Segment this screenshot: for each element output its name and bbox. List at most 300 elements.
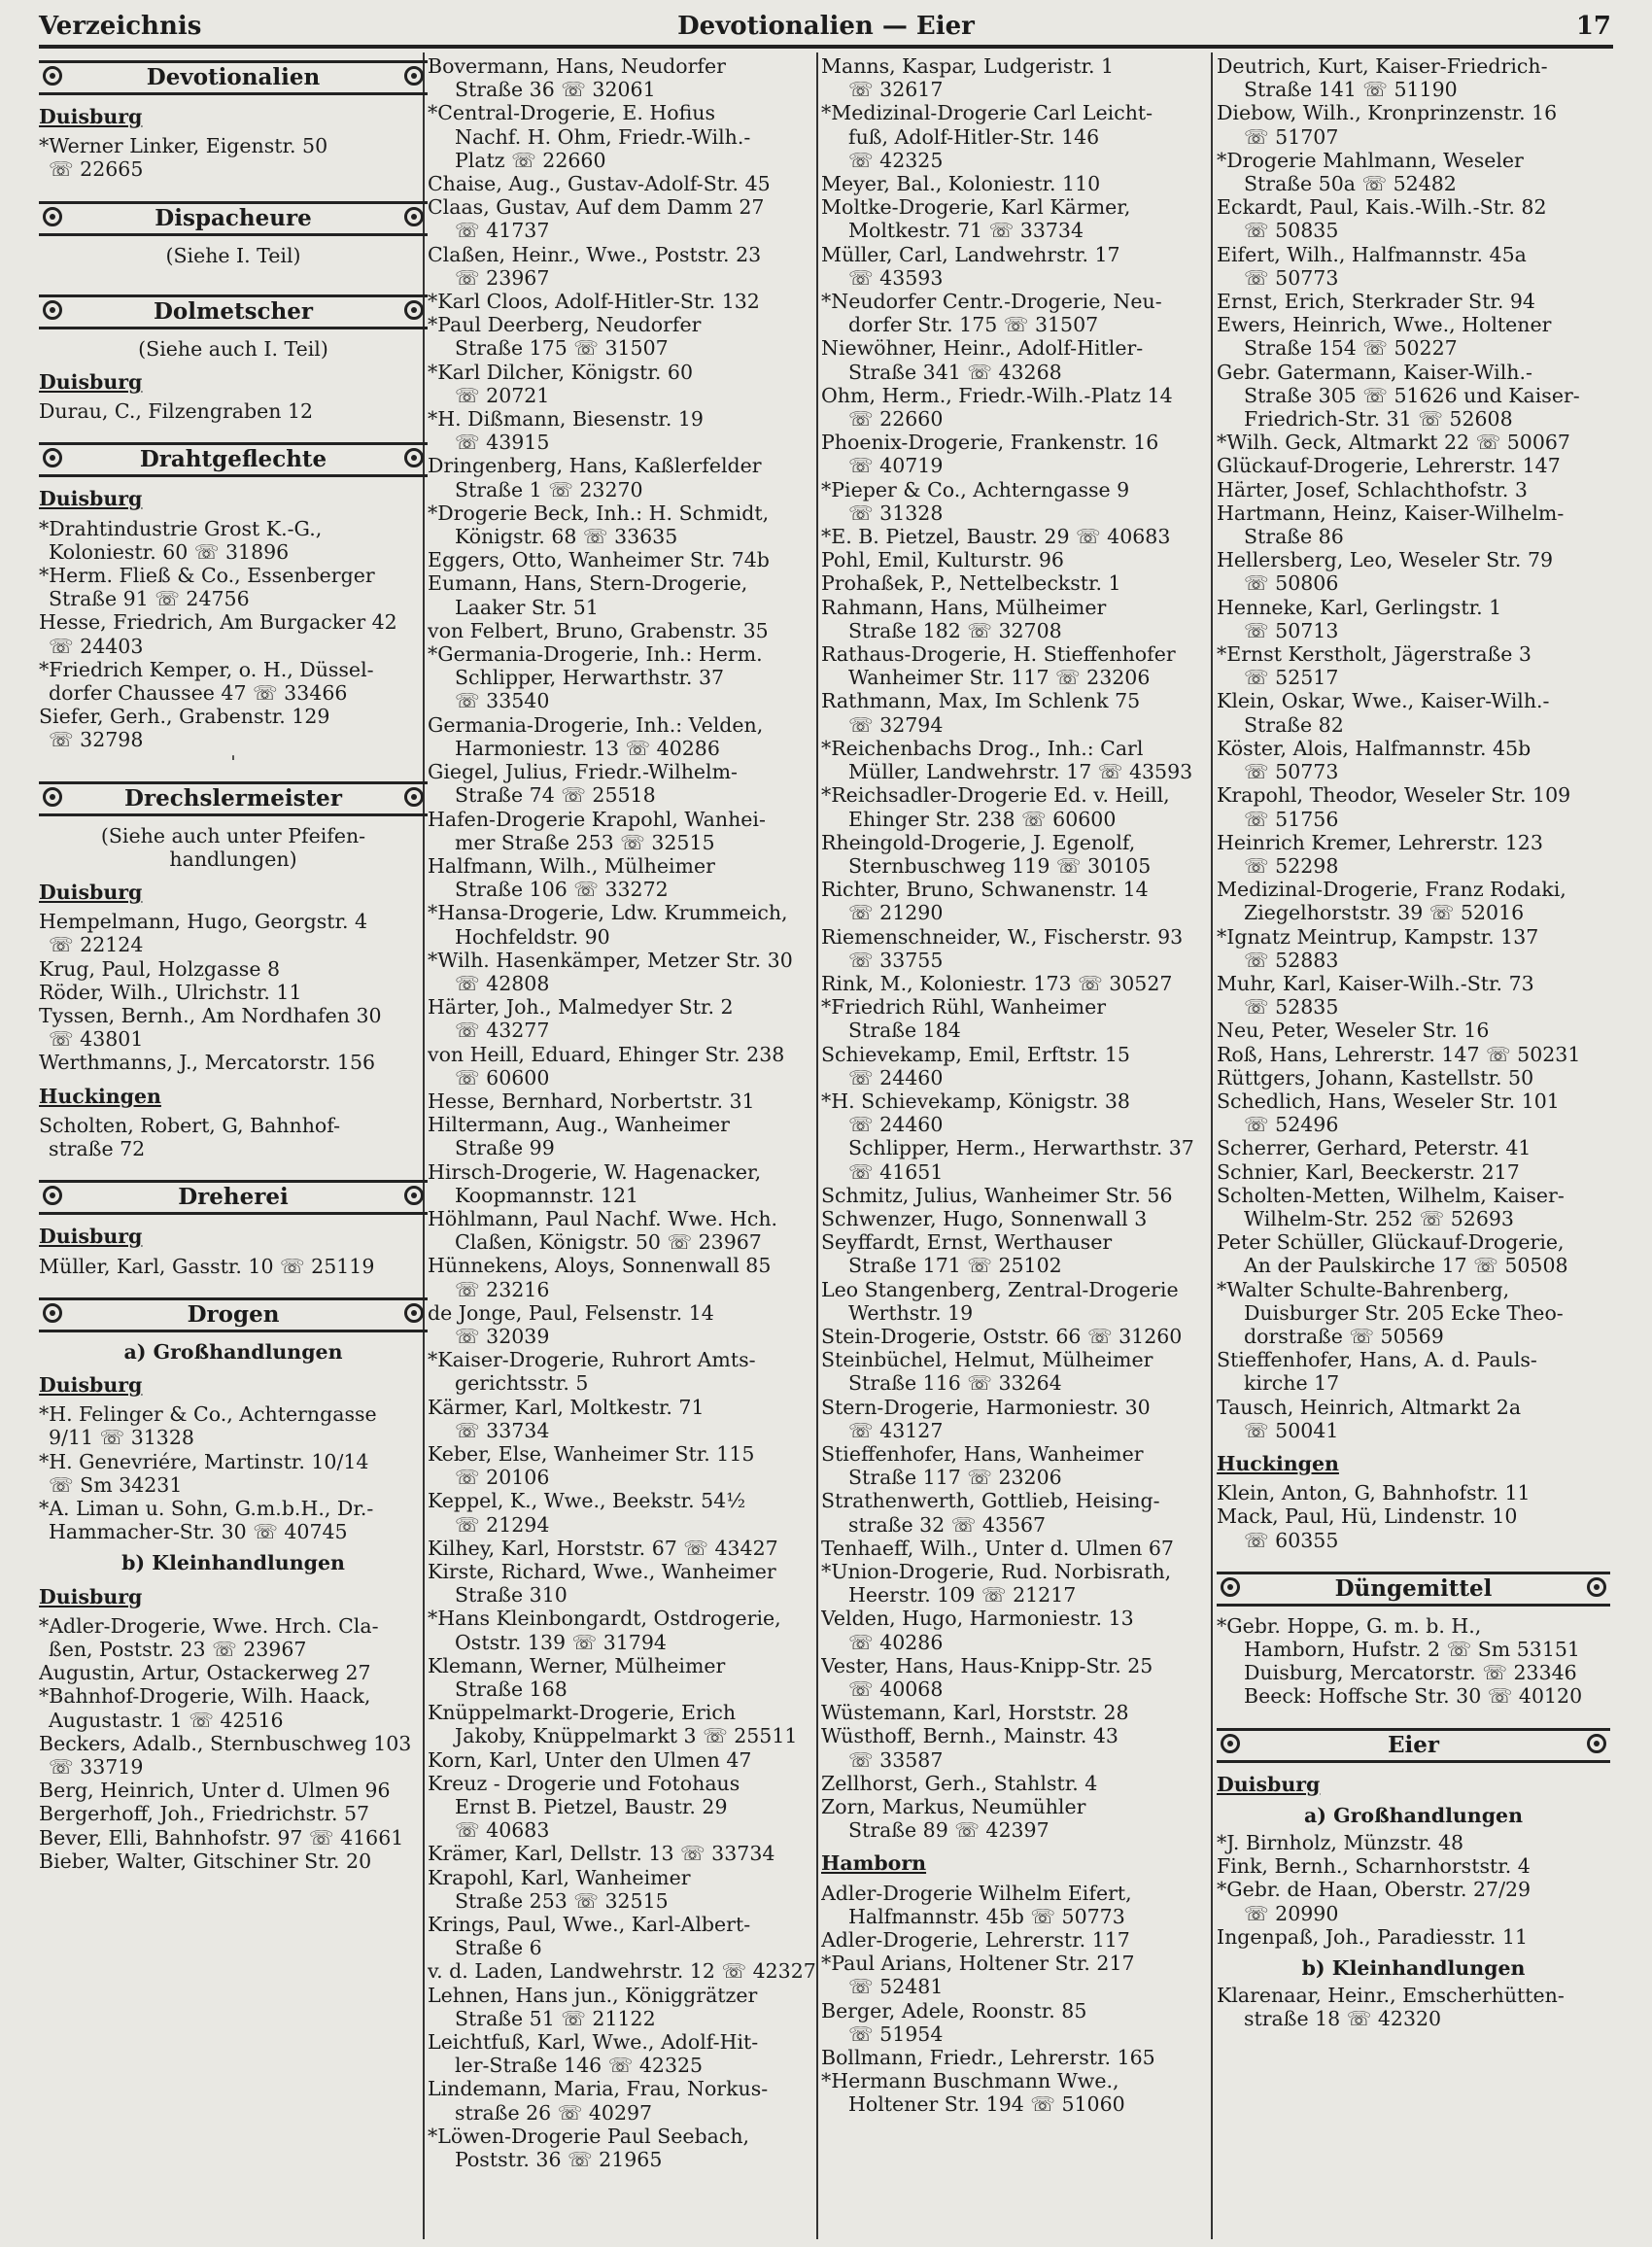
- entry-line: straße 26 ☏ 40297: [455, 2100, 653, 2125]
- entry-line: ☏ 42325: [848, 148, 944, 172]
- entry-line: Seyffardt, Ernst, Werthauser: [821, 1230, 1113, 1255]
- entry-line: Hesse, Bernhard, Norbertstr. 31: [428, 1089, 755, 1113]
- entry-line: *Neudorfer Centr.-Drogerie, Neu-: [821, 290, 1162, 314]
- entry-line: straße 72: [49, 1137, 146, 1161]
- entry-line: ☏ 20106: [455, 1466, 550, 1490]
- entry-line: ☏ 50835: [1244, 219, 1339, 243]
- entry-line: kirche 17: [1244, 1371, 1340, 1396]
- entry-line: *Friedrich Kemper, o. H., Düssel-: [39, 657, 374, 681]
- entry-line: *Gebr. Hoppe, G. m. b. H.,: [1217, 1613, 1482, 1638]
- entry-line: ☏ 43127: [848, 1418, 944, 1442]
- entry-line: *Pieper & Co., Achterngasse 9: [821, 477, 1130, 501]
- entry-line: *Reichenbachs Drog., Inh.: Carl: [821, 736, 1144, 760]
- entry-line: Klein, Oskar, Wwe., Kaiser-Wilh.-: [1217, 689, 1550, 713]
- entry-line: Bieber, Walter, Gitschiner Str. 20: [39, 1849, 372, 1873]
- header-rule: [39, 45, 1613, 49]
- entry-line: Hirsch-Drogerie, W. Hagenacker,: [428, 1159, 762, 1184]
- entry-line: Meyer, Bal., Koloniestr. 110: [821, 172, 1101, 196]
- entry-line: *A. Liman u. Sohn, G.m.b.H., Dr.-: [39, 1496, 374, 1520]
- entry-line: Halfmannstr. 45b ☏ 50773: [848, 1904, 1125, 1928]
- entry-list: [39, 910, 428, 1074]
- entry-line: Straße 141 ☏ 51190: [1244, 78, 1458, 102]
- entry-line: dorstraße ☏ 50569: [1244, 1324, 1444, 1348]
- entry-line: Schnier, Karl, Beeckerstr. 217: [1217, 1159, 1520, 1184]
- entry-line: ☏ 31328: [848, 501, 944, 525]
- entry-line: ☏ 32039: [455, 1324, 550, 1348]
- entry-line: Königstr. 68 ☏ 33635: [455, 525, 678, 549]
- entry-line: Hünnekens, Aloys, Sonnenwall 85: [428, 1254, 772, 1278]
- entry-line: Manns, Kaspar, Ludgeristr. 1: [821, 54, 1115, 78]
- entry-line: Zorn, Markus, Neumühler: [821, 1795, 1086, 1819]
- section-title: Eier: [1387, 1731, 1440, 1758]
- entry-line: Claas, Gustav, Auf dem Damm 27: [428, 195, 765, 220]
- entry-line: ☏ 21294: [455, 1512, 550, 1537]
- entry-line: Hamborn, Hufstr. 2 ☏ Sm 53151: [1244, 1638, 1580, 1661]
- entry-line: Pohl, Emil, Kulturstr. 96: [821, 548, 1064, 572]
- see-also-note: handlungen): [169, 847, 297, 871]
- entry-line: ☏ 20721: [455, 383, 550, 407]
- entry-line: Lehnen, Hans jun., Königgrätzer: [428, 1983, 758, 2007]
- city-heading: Duisburg: [39, 487, 143, 511]
- entry-line: Roß, Hans, Lehrerstr. 147 ☏ 50231: [1217, 1042, 1581, 1066]
- entry-line: Stein-Drogerie, Oststr. 66 ☏ 31260: [821, 1324, 1183, 1348]
- page-number: 17: [1575, 12, 1611, 41]
- entry-line: *Drogerie Beck, Inh.: H. Schmidt,: [428, 501, 770, 525]
- entry-list: [1217, 1831, 1610, 1949]
- entry-line: *H. Felinger & Co., Achterngasse: [39, 1402, 377, 1427]
- entry-line: Rheingold-Drogerie, J. Egenolf,: [821, 830, 1136, 854]
- entry-line: ☏ 24460: [848, 1065, 944, 1089]
- column-2: [428, 54, 816, 2171]
- entry-line: *Bahnhof-Drogerie, Wilh. Haack,: [39, 1684, 371, 1709]
- entry-line: *Kaiser-Drogerie, Ruhrort Amts-: [428, 1348, 756, 1372]
- ornament-icon: [404, 448, 424, 467]
- entry-line: Schwenzer, Hugo, Sonnenwall 3: [821, 1206, 1148, 1230]
- entry-line: Leo Stangenberg, Zentral-Drogerie: [821, 1277, 1179, 1301]
- entry-line: Ewers, Heinrich, Wwe., Holtener: [1217, 313, 1552, 337]
- entry-line: Nachf. H. Ohm, Friedr.-Wilh.-: [455, 124, 751, 149]
- see-also-note: (Siehe auch unter Pfeifen-: [100, 823, 366, 847]
- city-heading: Huckingen: [1217, 1451, 1339, 1475]
- entry-line: *Herm. Fließ & Co., Essenberger: [39, 564, 375, 588]
- column-1: Devotionalien Duisburg *Werner Linker, Eigenstr. 50 ☏ 22665 Dispacheure (Siehe I. Teil) Dolmetscher (Siehe auch I. Teil) Duisburg Durau, C., Filzengraben 12 Drahtgeflechte Duisburg *Drahtindustrie Grost K.-G., Koloniestr. 60 ☏ 31896 *Herm. Fließ & Co., Essenberger Straße 91 ☏ 24756 Hesse, Friedrich, Am Burgacker 42 ☏ 24403 *Friedrich Kemper, o. H., Düssel- dorfer Chaussee 47 ☏ 33466 Siefer, Gerh., Grabenstr. 129 ☏ 32798 ˈ Drechslermeister (Siehe auch unter Pfeifen- handlungen) Duisburg Hempelmann, Hugo, Georgstr. 4 ☏ 22124 Krug, Paul, Holzgasse 8 Röder, Wilh., Ulrichstr. 11 Tyssen, Bernh., Am Nordhafen 30 ☏ 43801 Werthmanns, J., Mercatorstr. 156 Huckingen Scholten, Robert, G, Bahnhof- straße 72 Dreherei Duisburg Müller, Karl, Gasstr. 10 ☏ 25119 Drogen a) Großhandlungen Duisburg *H. Felinger & Co., Achterngasse 9/11 ☏ 31328 *H. Genevriére, Martinstr. 10/14 ☏ Sm 34231 *A. Liman u. Sohn, G.m.b.H., Dr.- Hammacher-Str. 30 ☏ 40745 b) Kleinhandlungen Duisburg *Adler-Drogerie, Wwe. Hrch. Cla- ßen, Poststr. 23 ☏ 23967 Augustin, Artur, Ostackerweg 27 *Bahnhof-Drogerie, Wilh. Haack, Augustastr. 1 ☏ 42516 Beckers, Adalb., Sternbuschweg 103 ☏ 33719 Berg, Heinrich, Unter d. Ulmen 96 Bergerhoff, Joh., Friedrichstr. 57 Bever, Elli, Bahnhofstr. 97 ☏ 41661 Bieber, Walter, Gitschiner Str. 20: [39, 54, 428, 1873]
- entry-line: *J. Birnholz, Münzstr. 48: [1217, 1831, 1464, 1855]
- entry-line: Moltke-Drogerie, Karl Kärmer,: [821, 195, 1131, 220]
- entry-line: Prohaßek, P., Nettelbeckstr. 1: [821, 571, 1121, 596]
- entry-line: Scherrer, Gerhard, Peterstr. 41: [1217, 1136, 1532, 1160]
- entry-line: Ernst, Erich, Sterkrader Str. 94: [1217, 290, 1535, 314]
- entry-line: ☏ 43593: [848, 265, 944, 290]
- entry-line: *Medizinal-Drogerie Carl Leicht-: [821, 101, 1153, 125]
- entry-line: Dringenberg, Hans, Kaßlerfelder: [428, 454, 762, 478]
- entry-line: Riemenschneider, W., Fischerstr. 93: [821, 924, 1184, 949]
- entry-line: ☏ 51954: [848, 2022, 944, 2046]
- entry-line: Laaker Str. 51: [455, 595, 599, 619]
- entry-line: Muhr, Karl, Kaiser-Wilh.-Str. 73: [1217, 971, 1534, 995]
- section-title: Düngemittel: [1334, 1574, 1493, 1602]
- entry-line: ☏ 40068: [848, 1677, 944, 1702]
- entry-line: Eumann, Hans, Stern-Drogerie,: [428, 571, 748, 596]
- entry-line: *Wilh. Geck, Altmarkt 22 ☏ 50067: [1217, 431, 1570, 455]
- entry-line: Hiltermann, Aug., Wanheimer: [428, 1113, 730, 1137]
- entry-line: Heerstr. 109 ☏ 21217: [848, 1583, 1077, 1607]
- entry-line: ☏ 60600: [455, 1065, 550, 1089]
- entry-line: von Felbert, Bruno, Grabenstr. 35: [428, 618, 769, 642]
- entry-line: Beckers, Adalb., Sternbuschweg 103: [39, 1731, 412, 1755]
- entry-line: Klarenaar, Heinr., Emscherhütten-: [1217, 1984, 1565, 2008]
- entry-line: straße 18 ☏ 42320: [1244, 2007, 1442, 2031]
- entry-line: Tausch, Heinrich, Altmarkt 2a: [1217, 1395, 1522, 1419]
- entry-line: ler-Straße 146 ☏ 42325: [455, 2054, 704, 2078]
- entry-line: Wüsthoff, Bernh., Mainstr. 43: [821, 1724, 1119, 1748]
- entry-line: Schedlich, Hans, Weseler Str. 101: [1217, 1089, 1560, 1113]
- entry-line: Henneke, Karl, Gerlingstr. 1: [1217, 595, 1502, 619]
- entry-line: Kilhey, Karl, Horststr. 67 ☏ 43427: [428, 1536, 778, 1560]
- entry-line: *Adler-Drogerie, Wwe. Hrch. Cla-: [39, 1613, 379, 1638]
- entry-line: ☏ 32798: [49, 728, 144, 752]
- entry-line: Werthmanns, J., Mercatorstr. 156: [39, 1051, 376, 1075]
- entry-line: Straße 154 ☏ 50227: [1244, 336, 1458, 361]
- entry-line: Stieffenhofer, Hans, Wanheimer: [821, 1441, 1144, 1466]
- entry-line: Gebr. Gatermann, Kaiser-Wilh.-: [1217, 360, 1532, 384]
- header-left: Verzeichnis: [39, 12, 202, 41]
- city-heading: Duisburg: [39, 1584, 143, 1608]
- section-drogen: [39, 1297, 428, 1332]
- entry-line: Schlipper, Herwarthstr. 37: [455, 666, 725, 690]
- section-dreherei: [39, 1180, 428, 1215]
- entry-line: Wilhelm-Str. 252 ☏ 52693: [1244, 1206, 1514, 1230]
- ornament-icon: [404, 300, 424, 320]
- see-also-note: (Siehe auch I. Teil): [138, 336, 328, 361]
- entry-line: Krapohl, Karl, Wanheimer: [428, 1865, 691, 1889]
- entry-line: ☏ 50773: [1244, 265, 1339, 290]
- entry-line: Tenhaeff, Wilh., Unter d. Ulmen 67: [821, 1536, 1174, 1560]
- entry-line: Straße 168: [455, 1677, 568, 1702]
- entry-list: [39, 517, 428, 752]
- subsection-heading: a) Großhandlungen: [1304, 1803, 1523, 1827]
- entry-line: Germania-Drogerie, Inh.: Velden,: [428, 712, 764, 737]
- section-title: Dolmetscher: [153, 297, 314, 325]
- entry-line: ☏ 43915: [455, 431, 550, 455]
- entry-line: Giegel, Julius, Friedr.-Wilhelm-: [428, 760, 738, 784]
- entry-line: Krug, Paul, Holzgasse 8: [39, 956, 281, 981]
- entry-line: Knüppelmarkt-Drogerie, Erich: [428, 1701, 737, 1725]
- entry-line: *Drogerie Mahlmann, Weseler: [1217, 148, 1524, 172]
- entry-line: Strathenwerth, Gottlieb, Heising-: [821, 1489, 1160, 1513]
- entry-line: *Central-Drogerie, E. Hofius: [428, 101, 715, 125]
- entry-line: ☏ 33719: [49, 1754, 144, 1779]
- entry-line: Müller, Landwehrstr. 17 ☏ 43593: [848, 760, 1193, 784]
- entry-line: Straße 36 ☏ 32061: [455, 78, 656, 102]
- section-title: Drechslermeister: [124, 784, 342, 812]
- entry-line: Eifert, Wilh., Halfmannstr. 45a: [1217, 242, 1527, 266]
- entry-line: Höhlmann, Paul Nachf. Wwe. Hch.: [428, 1206, 778, 1230]
- section-title: Drahtgeflechte: [139, 446, 327, 473]
- entry-line: Mack, Paul, Hü, Lindenstr. 10: [1217, 1504, 1518, 1529]
- entry-line: *Paul Arians, Holtener Str. 217: [821, 1952, 1135, 1976]
- entry-line: ☏ 52883: [1244, 948, 1339, 972]
- entry-line: Beeck: Hoffsche Str. 30 ☏ 40120: [1244, 1684, 1583, 1709]
- entry-line: Holtener Str. 194 ☏ 51060: [848, 2092, 1125, 2117]
- entry-line: Wüstemann, Karl, Horststr. 28: [821, 1701, 1129, 1725]
- entry-line: Röder, Wilh., Ulrichstr. 11: [39, 980, 302, 1004]
- entry-line: Peter Schüller, Glückauf-Drogerie,: [1217, 1230, 1565, 1255]
- entry-line: Krapohl, Theodor, Weseler Str. 109: [1217, 783, 1571, 808]
- ornament-icon: [404, 207, 424, 226]
- entry-line: Rathmann, Max, Im Schlenk 75: [821, 689, 1141, 713]
- entry-line: ☏ 50041: [1244, 1418, 1339, 1442]
- entry-line: Kärmer, Karl, Moltkestr. 71: [428, 1395, 705, 1419]
- entry-line: Kreuz - Drogerie und Fotohaus: [428, 1771, 740, 1795]
- entry-line: Neu, Peter, Weseler Str. 16: [1217, 1019, 1490, 1043]
- entry-line: Platz ☏ 22660: [455, 148, 606, 172]
- entry-line: *Ignatz Meintrup, Kampstr. 137: [1217, 924, 1539, 949]
- page-header: [39, 8, 1613, 47]
- entry-list: [1217, 54, 1610, 1442]
- entry-line: *Drahtindustrie Grost K.-G.,: [39, 516, 323, 540]
- entry-line: Hesse, Friedrich, Am Burgacker 42: [39, 610, 397, 635]
- entry-line: Rink, M., Koloniestr. 173 ☏ 30527: [821, 971, 1173, 995]
- entry-line: Hempelmann, Hugo, Georgstr. 4: [39, 910, 368, 934]
- entry-line: Chaise, Aug., Gustav-Adolf-Str. 45: [428, 172, 771, 196]
- entry-list: [1217, 1984, 1610, 2030]
- entry-line: Bollmann, Friedr., Lehrerstr. 165: [821, 2046, 1155, 2070]
- section-drechslermeister: [39, 781, 428, 816]
- subsection-heading: b) Kleinhandlungen: [1301, 1956, 1526, 1981]
- entry-line: *E. B. Pietzel, Baustr. 29 ☏ 40683: [821, 525, 1171, 549]
- see-also-note: (Siehe I. Teil): [165, 243, 301, 267]
- entry-line: ☏ 51707: [1244, 124, 1339, 149]
- entry-line: Wanheimer Str. 117 ☏ 23206: [848, 666, 1151, 690]
- entry-line: ☏ 50713: [1244, 618, 1339, 642]
- entry-line: Adler-Drogerie Wilhelm Eifert,: [821, 1881, 1132, 1905]
- entry-line: Zellhorst, Gerh., Stahlstr. 4: [821, 1771, 1098, 1795]
- ornament-icon: [43, 448, 62, 467]
- entry-line: Deutrich, Kurt, Kaiser-Friedrich-: [1217, 54, 1548, 78]
- subsection-heading: b) Kleinhandlungen: [121, 1551, 345, 1575]
- entry-line: *Reichsadler-Drogerie Ed. v. Heill,: [821, 783, 1170, 808]
- entry-line: gerichtsstr. 5: [455, 1371, 589, 1396]
- entry-line: ☏ 52298: [1244, 853, 1339, 878]
- entry-line: Straße 86: [1244, 525, 1344, 549]
- entry-line: ☏ 20990: [1244, 1901, 1339, 1925]
- entry-line: ☏ 52481: [848, 1975, 944, 1999]
- ornament-icon: [43, 1303, 62, 1323]
- section-title: Drogen: [187, 1300, 280, 1328]
- entry-line: Claßen, Heinr., Wwe., Poststr. 23: [428, 242, 762, 266]
- entry-line: *Löwen-Drogerie Paul Seebach,: [428, 2124, 750, 2148]
- ornament-icon: [43, 1186, 62, 1205]
- ornament-icon: [43, 207, 62, 226]
- entry-line: 9/11 ☏ 31328: [49, 1426, 194, 1450]
- entry-line: Tyssen, Bernh., Am Nordhafen 30: [39, 1004, 382, 1028]
- entry-line: Medizinal-Drogerie, Franz Rodaki,: [1217, 878, 1566, 902]
- entry-line: *Hansa-Drogerie, Ldw. Krummeich,: [428, 901, 788, 925]
- entry-line: Richter, Bruno, Schwanenstr. 14: [821, 878, 1149, 902]
- entry-line: Eckardt, Paul, Kais.-Wilh.-Str. 82: [1217, 195, 1547, 220]
- entry-line: Koopmannstr. 121: [455, 1183, 639, 1207]
- entry-line: Sternbuschweg 119 ☏ 30105: [848, 853, 1152, 878]
- entry-line: Keber, Else, Wanheimer Str. 115: [428, 1441, 755, 1466]
- column-divider: [816, 52, 818, 2239]
- entry-line: *Friedrich Rühl, Wanheimer: [821, 995, 1107, 1020]
- ornament-icon: [1221, 1577, 1240, 1597]
- entry-line: Durau, C., Filzengraben 12: [39, 399, 314, 424]
- entry-line: *Ernst Kerstholt, Jägerstraße 3: [1217, 642, 1532, 667]
- entry-line: Schievekamp, Emil, Erftstr. 15: [821, 1042, 1130, 1066]
- entry-line: Stern-Drogerie, Harmoniestr. 30: [821, 1395, 1151, 1419]
- entry-line: Berger, Adele, Roonstr. 85: [821, 1998, 1087, 2022]
- entry-line: Kirste, Richard, Wwe., Wanheimer: [428, 1560, 776, 1583]
- ornament-icon: [404, 66, 424, 86]
- entry-line: ☏ 51756: [1244, 807, 1339, 831]
- entry-line: Köster, Alois, Halfmannstr. 45b: [1217, 736, 1532, 760]
- entry-line: Moltkestr. 71 ☏ 33734: [848, 219, 1084, 243]
- entry-line: ☏ 23216: [455, 1277, 550, 1301]
- entry-line: Härter, Joh., Malmedyer Str. 2: [428, 995, 734, 1020]
- section-dispacheure: [39, 201, 428, 236]
- city-heading: Duisburg: [39, 881, 143, 905]
- entry-line: Straße 116 ☏ 33264: [848, 1371, 1062, 1396]
- entry-line: Velden, Hugo, Harmoniestr. 13: [821, 1607, 1134, 1631]
- entry-line: ☏ 40683: [455, 1818, 550, 1843]
- entry-line: ☏ 43277: [455, 1019, 550, 1043]
- entry-line: Hammacher-Str. 30 ☏ 40745: [49, 1520, 348, 1544]
- entry-line: Klein, Anton, G, Bahnhofstr. 11: [1217, 1481, 1531, 1505]
- entry-line: ☏ 22665: [49, 157, 144, 182]
- entry-line: Korn, Karl, Unter den Ulmen 47: [428, 1747, 752, 1772]
- entry-line: Siefer, Gerh., Grabenstr. 129: [39, 705, 330, 729]
- entry-line: *Hermann Buschmann Wwe.,: [821, 2069, 1119, 2093]
- entry-line: Augustastr. 1 ☏ 42516: [49, 1708, 284, 1732]
- header-center: Devotionalien — Eier: [677, 12, 975, 41]
- entry-line: ☏ 40286: [848, 1630, 944, 1654]
- entry-line: *Paul Deerberg, Neudorfer: [428, 313, 702, 337]
- column-divider: [1211, 52, 1213, 2239]
- city-heading: Duisburg: [39, 1372, 143, 1397]
- entry-line: Scholten, Robert, G, Bahnhof-: [39, 1113, 341, 1137]
- entry-line: Jakoby, Knüppelmarkt 3 ☏ 25511: [455, 1724, 798, 1748]
- entry-line: Hochfeldstr. 90: [455, 924, 610, 949]
- entry-line: ☏ 50773: [1244, 760, 1339, 784]
- section-title: Dispacheure: [155, 204, 312, 231]
- entry-list: [39, 1402, 428, 1543]
- entry-line: Duisburg, Mercatorstr. ☏ 23346: [1244, 1661, 1577, 1685]
- entry-line: ☏ Sm 34231: [49, 1472, 183, 1497]
- entry-line: ßen, Poststr. 23 ☏ 23967: [49, 1637, 307, 1661]
- section-title: Devotionalien: [146, 63, 321, 90]
- ornament-icon: [404, 1303, 424, 1323]
- entry-line: Straße 74 ☏ 25518: [455, 783, 656, 808]
- entry-line: ☏ 42808: [455, 971, 550, 995]
- entry-line: Koloniestr. 60 ☏ 31896: [49, 539, 290, 564]
- city-heading: Duisburg: [39, 370, 143, 395]
- entry-line: Müller, Karl, Gasstr. 10 ☏ 25119: [39, 1254, 375, 1278]
- entry-line: ☏ 41651: [848, 1159, 944, 1184]
- entry-line: Straße 310: [455, 1583, 568, 1607]
- entry-line: An der Paulskirche 17 ☏ 50508: [1244, 1254, 1568, 1278]
- entry-line: fuß, Adolf-Hitler-Str. 146: [848, 124, 1100, 149]
- entry-line: ☏ 41737: [455, 219, 550, 243]
- entry-line: Ohm, Herm., Friedr.-Wilh.-Platz 14: [821, 383, 1173, 407]
- entry-line: Friedrich-Str. 31 ☏ 52608: [1244, 407, 1513, 432]
- subsection-heading: a) Großhandlungen: [123, 1339, 343, 1364]
- entry-line: Schmitz, Julius, Wanheimer Str. 56: [821, 1183, 1173, 1207]
- entry-line: Straße 184: [848, 1019, 961, 1043]
- entry-line: ☏ 22660: [848, 407, 944, 432]
- entry-line: Hafen-Drogerie Krapohl, Wanhei-: [428, 807, 766, 831]
- entry-list: [821, 54, 1210, 1842]
- entry-line: ☏ 23967: [455, 265, 550, 290]
- entry-line: ☏ 60355: [1244, 1528, 1339, 1552]
- entry-line: v. d. Laden, Landwehrstr. 12 ☏ 42327: [428, 1959, 816, 1984]
- ornament-icon: [1587, 1577, 1606, 1597]
- entry-line: straße 32 ☏ 43567: [848, 1512, 1047, 1537]
- entry-line: Rüttgers, Johann, Kastellstr. 50: [1217, 1065, 1534, 1089]
- entry-line: Stieffenhofer, Hans, A. d. Pauls-: [1217, 1348, 1537, 1372]
- entry-line: Straße 6: [455, 1936, 542, 1960]
- ornament-icon: [404, 787, 424, 807]
- entry-line: Niewöhner, Heinr., Adolf-Hitler-: [821, 336, 1144, 361]
- entry-line: Schlipper, Herm., Herwarthstr. 37: [848, 1136, 1194, 1160]
- entry-line: Ingenpaß, Joh., Paradiesstr. 11: [1217, 1924, 1529, 1949]
- entry-line: ☏ 32794: [848, 712, 944, 737]
- entry-line: Straße 253 ☏ 32515: [455, 1888, 669, 1913]
- section-dolmetscher: [39, 294, 428, 329]
- entry-line: ☏ 22124: [49, 933, 144, 957]
- entry-line: ☏ 33734: [455, 1418, 550, 1442]
- entry-line: Vester, Hans, Haus-Knipp-Str. 25: [821, 1653, 1153, 1677]
- entry-line: Steinbüchel, Helmut, Mülheimer: [821, 1348, 1153, 1372]
- entry-line: Hartmann, Heinz, Kaiser-Wilhelm-: [1217, 501, 1565, 525]
- entry-line: ☏ 40719: [848, 454, 944, 478]
- entry-line: Straße 117 ☏ 23206: [848, 1466, 1062, 1490]
- entry-line: *H. Genevriére, Martinstr. 10/14: [39, 1449, 369, 1473]
- entry-line: *Karl Cloos, Adolf-Hitler-Str. 132: [428, 290, 760, 314]
- entry-line: Straße 51 ☏ 21122: [455, 2006, 656, 2030]
- entry-line: ☏ 32617: [848, 78, 944, 102]
- entry-line: ☏ 52496: [1244, 1113, 1339, 1137]
- entry-line: ☏ 52517: [1244, 666, 1339, 690]
- city-heading: Duisburg: [39, 105, 143, 128]
- entry-line: *Germania-Drogerie, Inh.: Herm.: [428, 642, 763, 667]
- entry-line: Straße 1 ☏ 23270: [455, 477, 643, 501]
- entry-line: Ernst B. Pietzel, Baustr. 29: [455, 1795, 728, 1819]
- entry-line: Hellersberg, Leo, Weseler Str. 79: [1217, 548, 1554, 572]
- entry-line: Adler-Drogerie, Lehrerstr. 117: [821, 1928, 1130, 1953]
- column-4: [1217, 54, 1610, 2031]
- entry-line: Straße 175 ☏ 31507: [455, 336, 669, 361]
- entry-line: *Walter Schulte-Bahrenberg,: [1217, 1277, 1510, 1301]
- entry-line: von Heill, Eduard, Ehinger Str. 238: [428, 1042, 785, 1066]
- entry-line: Straße 341 ☏ 43268: [848, 360, 1062, 384]
- entry-line: Diebow, Wilh., Kronprinzenstr. 16: [1217, 101, 1558, 125]
- entry-line: *Werner Linker, Eigenstr. 50: [39, 134, 328, 158]
- entry-line: Poststr. 36 ☏ 21965: [455, 2148, 663, 2172]
- entry-line: *H. Schievekamp, Königstr. 38: [821, 1089, 1130, 1113]
- entry-line: Lindemann, Maria, Frau, Norkus-: [428, 2077, 769, 2101]
- ornament-icon: [1587, 1734, 1606, 1753]
- entry-line: ☏ 33755: [848, 948, 944, 972]
- entry-line: Fink, Bernh., Scharnhorststr. 4: [1217, 1854, 1531, 1879]
- entry-line: ☏ 21290: [848, 901, 944, 925]
- entry-line: Ehinger Str. 238 ☏ 60600: [848, 807, 1117, 831]
- entry-line: Bever, Elli, Bahnhofstr. 97 ☏ 41661: [39, 1825, 404, 1849]
- entry-line: Augustin, Artur, Ostackerweg 27: [39, 1661, 371, 1685]
- entry-line: Krings, Paul, Wwe., Karl-Albert-: [428, 1913, 751, 1937]
- entry-line: ☏ 50806: [1244, 571, 1339, 596]
- entry-list: [39, 134, 428, 181]
